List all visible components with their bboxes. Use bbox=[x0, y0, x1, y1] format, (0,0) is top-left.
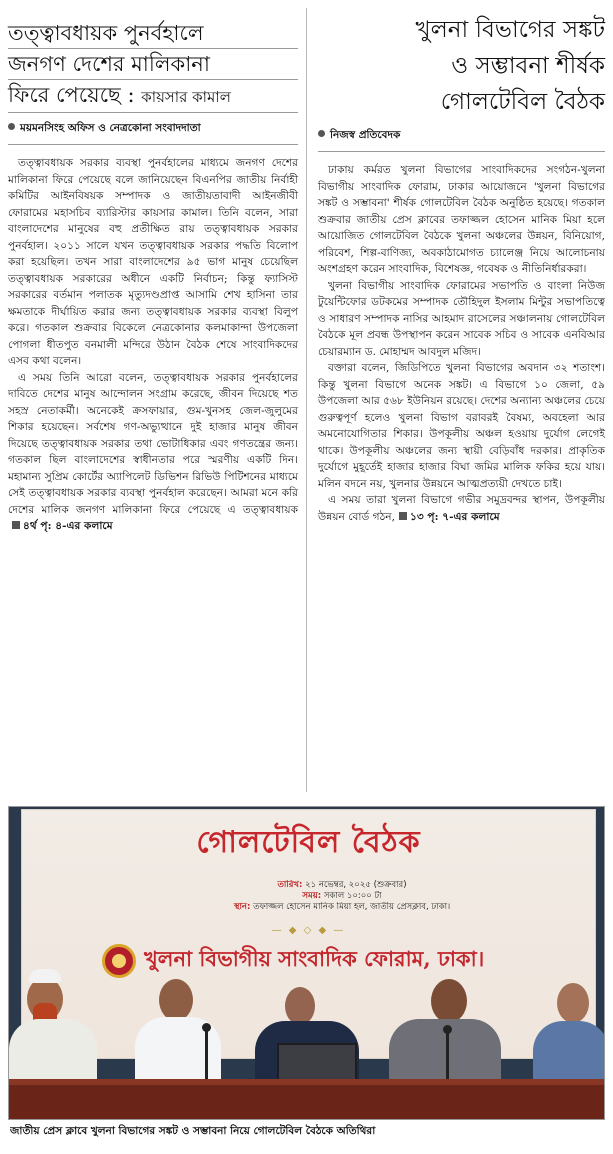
venue-label: স্থান: bbox=[233, 902, 251, 912]
microphone-icon bbox=[205, 1029, 208, 1081]
left-paragraph-2-text: এ সময় তিনি আরো বলেন, তত্ত্বাবধায়ক সরকার পুনর্বহালের দাবিতে দেশের মানুষ আন্দোলন সংগ্রাম করেছে, জীবন দিয়েছে শত সহস্র নেতাকর্মী। অনেকেই ক্রসফায়ার, গুম-খুনসহ জেল-জুলুমের শিকার হয়েছেন। সর্বশেষ গণ-অভ্যুত্থানে দুই হাজার মানুষ জীবন দিয়েছে তত্ত্বাবধায়ক সরকার তথা ভোটাধিকার এবং গণতন্ত্রের জন্য। গতকাল ছিল বাংলাদেশের স্বাধীনতার পরে স্মরণীয় একটি দিন। মহামান্য সুপ্রিম কোর্টের অ্যাপিলেট ডিভিশন রিভিউ পিটিশনের মাধ্যমে সেই তত্ত্বাবধায়ক সরকার ব্যবস্থা পুনর্বহাল করেছেন। আমরা মনে করি দেশের মালিক জনগণ মালিকানা ফিরে পেয়েছে এ তত্ত্বাবধায়ক bbox=[8, 371, 298, 516]
right-paragraph-4 bbox=[318, 492, 605, 525]
time-value: সকাল ১০:০০ টা bbox=[323, 891, 382, 901]
right-article bbox=[318, 0, 605, 525]
continuation-marker-icon bbox=[399, 512, 407, 520]
left-headline bbox=[8, 0, 298, 113]
column-divider bbox=[306, 8, 307, 792]
left-continuation bbox=[8, 520, 113, 532]
microphone-icon bbox=[446, 1031, 449, 1081]
right-byline bbox=[318, 128, 605, 152]
left-headline-line-3 bbox=[8, 80, 298, 113]
left-paragraph-1: তত্ত্বাবধায়ক সরকার ব্যবস্থা পুনর্বহালের মাধ্যমে জনগণ দেশের মালিকানা ফিরে পেয়েছে বলে জানিয়েছেন বিএনপির জাতীয় নির্বাহী কমিটির আইনবিষয়ক সম্পাদক ও জাতীয়তাবাদী আইনজীবী ফোরামের মহাসচিব ব্যারিস্টার কায়সার কামাল। তিনি বলেন, সারা বাংলাদেশের মানুষের বহু প্রতীক্ষিত রায় তত্ত্বাবধায়ক সরকার পুনর্বহাল। ২০১১ সালে যখন তত্ত্বাবধায়ক সরকার পদ্ধতি বিলোপ করা হয়েছিল। তখন সারা বাংলাদেশের ৯৫ ভাগ মানুষ চেয়েছিল তত্ত্বাবধায়ক সরকারের অধীনে একটি নির্বাচন; কিন্তু ফ্যাসিস্ট সরকারের বর্তমান পলাতক মৃত্যুদণ্ডপ্রাপ্ত আসামি শেখ হাসিনা তার ক্ষমতাকে দীর্ঘায়িত করার জন্য তত্ত্বাবধায়ক সরকার ব্যবস্থা বিলুপ করে। গতকাল শুক্রবার বিকেলে নেত্রকোনার কলমাকান্দা উপজেলা পোগলা ধীতপুত বনমালী মন্দিরে উঠান বৈঠক শেষে সাংবাদিকদের এসব কথা বলেন। bbox=[8, 157, 298, 367]
left-headline-attribution: কায়সার কামাল bbox=[141, 88, 231, 106]
microphone-head-icon bbox=[202, 1023, 211, 1032]
conference-table bbox=[9, 1079, 604, 1120]
left-byline-text: ময়মনসিংহ অফিস ও নেত্রকোনা সংবাদদাতা bbox=[20, 122, 201, 134]
event-photo bbox=[8, 806, 605, 1120]
right-headline-line-3: গোলটেবিল বৈঠক bbox=[440, 89, 605, 115]
banner-venue bbox=[172, 902, 512, 913]
date-value: ২১ নভেম্বর, ২০২৫ (শুক্রবার) bbox=[305, 880, 407, 890]
left-article bbox=[8, 0, 298, 535]
left-body bbox=[8, 155, 298, 535]
banner-date bbox=[172, 880, 512, 891]
left-byline bbox=[8, 121, 298, 145]
banner-organization: খুলনা বিভাগীয় সাংবাদিক ফোরাম, ঢাকা। bbox=[144, 946, 485, 971]
time-label: সময়: bbox=[302, 891, 322, 901]
ornament-divider: — ◆ ◇ ◆ — bbox=[271, 925, 346, 936]
right-byline-text: নিজস্ব প্রতিবেদক bbox=[330, 129, 401, 141]
banner-details bbox=[172, 880, 512, 913]
right-continuation-text: ১৩ পৃ: ৭-এর কলামে bbox=[409, 510, 500, 523]
microphone-head-icon bbox=[443, 1025, 452, 1034]
banner-time bbox=[172, 891, 512, 902]
left-continuation-text: ৪র্থ পৃ: ৪-এর কলামে bbox=[23, 520, 113, 532]
right-paragraph-4-text: এ সময় তারা খুলনা বিভাগে গভীর সমুদ্রবন্দর স্থাপন, উপকূলীয় উন্নয়ন বোর্ড গঠন, bbox=[318, 494, 605, 523]
left-headline-lead: ফিরে পেয়েছে : bbox=[8, 83, 135, 107]
bullet-icon bbox=[8, 123, 15, 130]
right-body bbox=[318, 162, 605, 525]
left-headline-line-1: তত্ত্বাবধায়ক পুনর্বহালে bbox=[8, 18, 298, 49]
left-paragraph-2 bbox=[8, 370, 298, 535]
right-headline-line-2: ও সম্ভাবনা শীর্ষক bbox=[451, 53, 605, 79]
date-label: তারিখ: bbox=[277, 880, 303, 890]
right-paragraph-1: ঢাকায় কর্মরত খুলনা বিভাগের সাংবাদিকদের সংগঠন-খুলনা বিভাগীয় সাংবাদিক ফোরাম, ঢাকার আয়োজনে 'খুলনা বিভাগের সঙ্কট ও সম্ভাবনা' শীর্ষক গোলটেবিল বৈঠক অনুষ্ঠিত হয়েছে। গতকাল শুক্রবার জাতীয় প্রেস ক্লাবের তফাজ্জল হোসেন মানিক মিয়া হলে আয়োজিত গোলটেবিল বৈঠকে খুলনা অঞ্চলের উন্নয়ন, বিনিয়োগ, পরিবেশ, শিল্প-বাণিজ্য, অবকাঠামোগত চ্যালেঞ্জ নিয়ে আলোচনায় অংশগ্রহণ করেন সাংবাদিক, বিশেষজ্ঞ, গবেষক ও নীতিনির্ধারকরা। bbox=[318, 164, 605, 275]
bullet-icon bbox=[318, 130, 325, 137]
right-continuation bbox=[395, 511, 500, 523]
laptop bbox=[277, 1043, 357, 1083]
right-paragraph-2: খুলনা বিভাগীয় সাংবাদিক ফোরামের সভাপতি ও বাংলা নিউজ টুয়েন্টিফোর ডটকমের সম্পাদক তৌহিদুল ইসলাম মিন্টুর সভাপতিত্বে ও সাধারণ সম্পাদক নাসির আহমাদ রাসেলের সঞ্চালনায় গোলটেবিল বৈঠকে মূল প্রবন্ধ উপস্থাপন করেন সাবেক সচিব ও সাবেক এনবিআর চেয়ারম্যান ড. মোহাম্মদ আবদুল মজিদ। bbox=[318, 279, 605, 358]
photo-caption: জাতীয় প্রেস ক্লাবে খুলনা বিভাগের সঙ্কট ও সম্ভাবনা নিয়ে গোলটেবিল বৈঠকে অতিথিরা bbox=[10, 1125, 376, 1137]
continuation-marker-icon bbox=[12, 521, 20, 529]
left-headline-line-2: জনগণ দেশের মালিকানা bbox=[8, 49, 298, 80]
banner-title: গোলটেবিল বৈঠক bbox=[196, 825, 421, 860]
venue-value: তফাজ্জল হোসেন মানিক মিয়া হল, জাতীয় প্রেসক্লাব, ঢাকা। bbox=[253, 902, 451, 912]
right-headline bbox=[318, 0, 605, 120]
right-headline-line-1: খুলনা বিভাগের সঙ্কট bbox=[415, 17, 605, 43]
forum-logo bbox=[102, 944, 136, 978]
right-paragraph-3: বক্তারা বলেন, জিডিপিতে খুলনা বিভাগের অবদান ৩২ শতাংশ। কিন্তু খুলনা বিভাগে অনেক সঙ্কট। এ বিভাগে ১০ জেলা, ৫৯ উপজেলা আর ৫৬৮ ইউনিয়ন রয়েছে। দেশের অন্যান্য অঞ্চলের চেয়ে গুরুত্বপূর্ণ হলেও খুলনা বিভাগ বরাবরই বৈষম্য, অবহেলা আর অমনোযোগিতার শিকার। উপকূলীয় অঞ্চল হওয়ায় দুর্যোগ লেগেই থাকে। উপকূলীয় অঞ্চলের জন্য স্থায়ী বেড়িবাঁধ দরকার। প্রাকৃতিক দুর্যোগে মুহূর্তেই হাজার হাজার বিঘা জমির মালিক ফকির হয়ে যায়। মলিন বদনে নয়, খুলনার উন্নয়নে আত্মপ্রত্যয়ী দেখতে চাই। bbox=[318, 362, 605, 490]
